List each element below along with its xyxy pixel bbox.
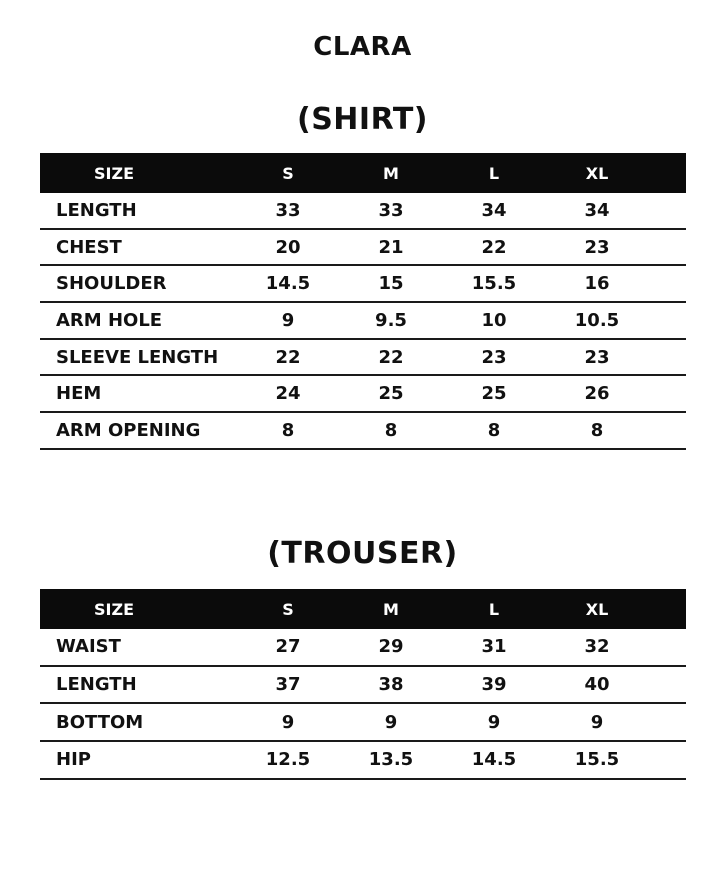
row-label: HEM	[56, 383, 102, 405]
value-s: 8	[281, 419, 295, 441]
row-label: BOTTOM	[56, 711, 144, 733]
value-xl: 8	[590, 419, 604, 441]
header-l: L	[488, 163, 500, 183]
value-m: 15	[378, 273, 404, 295]
table-row	[40, 340, 686, 377]
row-label: HIP	[56, 749, 91, 771]
table-row	[40, 742, 686, 780]
row-label: SLEEVE LENGTH	[56, 346, 219, 368]
header-m: M	[383, 599, 399, 619]
header-l: L	[488, 599, 500, 619]
value-l: 22	[481, 236, 507, 258]
value-l: 14.5	[471, 749, 517, 771]
value-xl: 32	[584, 636, 610, 658]
value-xl: 10.5	[574, 309, 620, 331]
table-row	[40, 266, 686, 303]
value-s: 14.5	[265, 273, 311, 295]
row-label: ARM HOLE	[56, 309, 163, 331]
value-xl: 40	[584, 674, 610, 696]
value-l: 25	[481, 383, 507, 405]
row-label: CHEST	[56, 236, 122, 258]
value-xl: 34	[584, 199, 610, 221]
value-s: 20	[275, 236, 301, 258]
value-s: 33	[275, 199, 301, 221]
row-label: ARM OPENING	[56, 419, 201, 441]
header-xl: XL	[585, 599, 609, 619]
value-m: 21	[378, 236, 404, 258]
shirt-heading: (SHIRT)	[296, 102, 428, 137]
value-m: 33	[378, 199, 404, 221]
table-header-row	[40, 153, 686, 193]
row-label: LENGTH	[56, 199, 137, 221]
value-s: 24	[275, 383, 301, 405]
row-label: SHOULDER	[56, 273, 167, 295]
table-header-row	[40, 589, 686, 629]
value-s: 9	[281, 711, 295, 733]
header-size: SIZE	[93, 599, 134, 619]
value-l: 9	[487, 711, 501, 733]
value-m: 9	[384, 711, 398, 733]
table-row	[40, 303, 686, 340]
shirt-size-table	[40, 153, 686, 450]
table-row	[40, 667, 686, 705]
header-xl: XL	[585, 163, 609, 183]
value-l: 15.5	[471, 273, 517, 295]
value-xl: 23	[584, 346, 610, 368]
value-m: 25	[378, 383, 404, 405]
value-l: 31	[481, 636, 507, 658]
trouser-heading: (TROUSER)	[267, 536, 458, 571]
header-size: SIZE	[93, 163, 134, 183]
table-row	[40, 413, 686, 450]
row-label: WAIST	[56, 636, 121, 658]
value-l: 34	[481, 199, 507, 221]
value-m: 9.5	[375, 309, 407, 331]
brand-title: CLARA	[313, 32, 412, 62]
table-row	[40, 704, 686, 742]
row-label: LENGTH	[56, 674, 137, 696]
value-m: 8	[384, 419, 398, 441]
value-s: 12.5	[265, 749, 311, 771]
table-row	[40, 230, 686, 267]
value-s: 9	[281, 309, 295, 331]
value-m: 13.5	[368, 749, 414, 771]
value-m: 29	[378, 636, 404, 658]
table-row	[40, 193, 686, 230]
value-l: 10	[481, 309, 507, 331]
trouser-size-table	[40, 589, 686, 780]
value-xl: 26	[584, 383, 610, 405]
value-s: 27	[275, 636, 301, 658]
value-l: 39	[481, 674, 507, 696]
value-s: 22	[275, 346, 301, 368]
value-m: 38	[378, 674, 404, 696]
table-row	[40, 629, 686, 667]
value-xl: 23	[584, 236, 610, 258]
value-s: 37	[275, 674, 301, 696]
value-xl: 9	[590, 711, 604, 733]
value-xl: 16	[584, 273, 610, 295]
value-l: 23	[481, 346, 507, 368]
value-xl: 15.5	[574, 749, 620, 771]
header-s: S	[282, 599, 294, 619]
table-row	[40, 376, 686, 413]
value-m: 22	[378, 346, 404, 368]
value-l: 8	[487, 419, 501, 441]
header-s: S	[282, 163, 294, 183]
header-m: M	[383, 163, 399, 183]
